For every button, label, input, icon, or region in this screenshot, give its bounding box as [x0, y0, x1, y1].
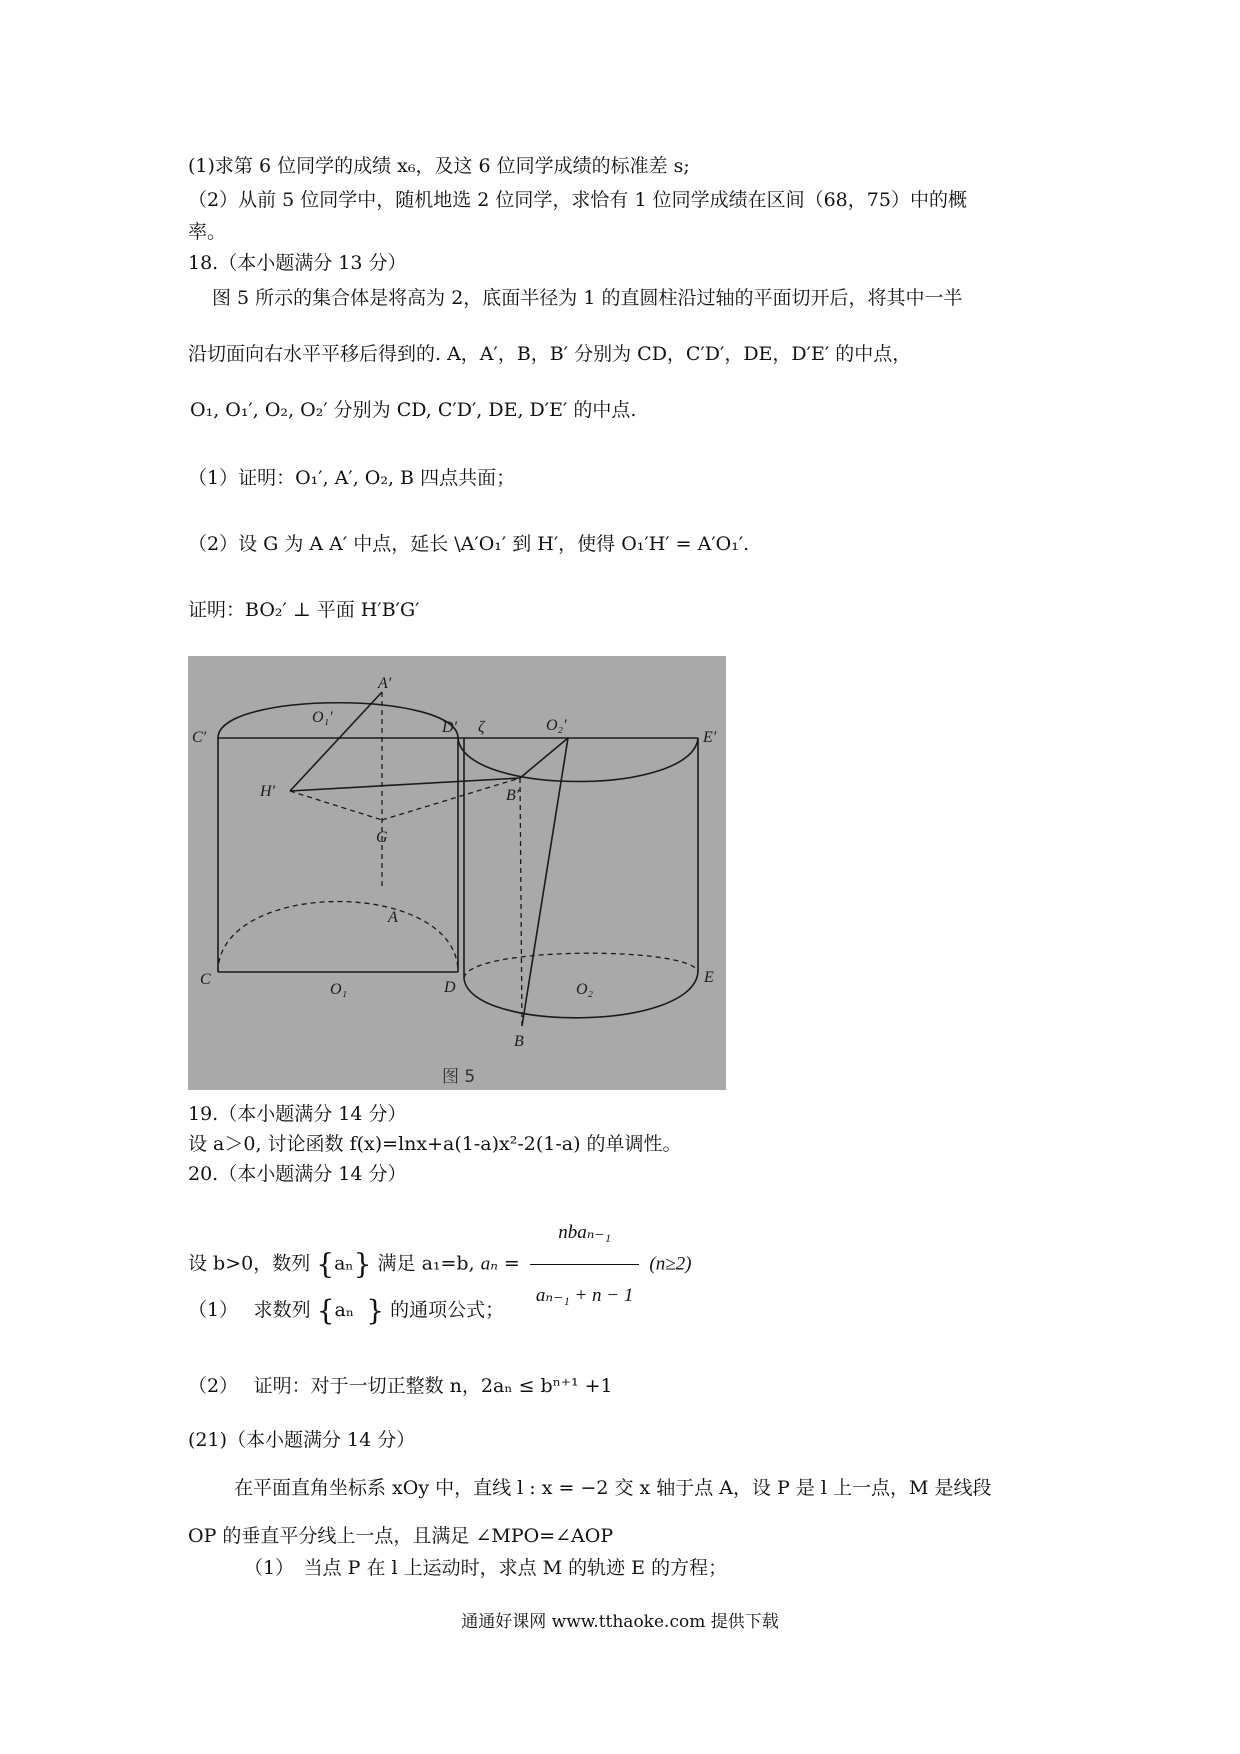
geometry-figure — [188, 656, 726, 1090]
label-e: E — [704, 969, 714, 986]
q20-cond: 满足 a₁=b, — [377, 1252, 475, 1275]
figure-5 — [188, 656, 726, 1090]
q20-an: aₙ — [480, 1253, 498, 1275]
q18-line3: O₁, O₁′, O₂, O₂′ 分别为 CD, C′D′, DE, D′E′ 的中点. — [190, 399, 637, 421]
dashed-b-b — [520, 778, 522, 1026]
q20-range: (n≥2) — [649, 1253, 692, 1275]
q19-text: 设 a＞0, 讨论函数 f(x)=lnx+a(1-a)x²-2(1-a) 的单调性。 — [188, 1133, 682, 1155]
line-b-o2 — [520, 738, 568, 778]
q21-header: (21)（本小题满分 14 分） — [188, 1429, 416, 1451]
q18-line2: 沿切面向右水平平移后得到的. A，A′，B，B′ 分别为 CD，C′D′，DE，D′E′ 的中点， — [188, 343, 912, 365]
line-o2-b — [522, 738, 568, 1026]
q20-brace: { — [316, 1247, 335, 1281]
q20-part1-seq: aₙ — [334, 1299, 355, 1321]
label-b: B — [514, 1033, 524, 1050]
q20-fraction — [530, 1204, 639, 1325]
right-top-arc — [458, 738, 698, 782]
q18-part1: （1）证明：O₁′, A′, O₂, B 四点共面； — [188, 467, 516, 489]
q20-part1-brace-close: } — [366, 1294, 385, 1327]
label-c: C — [200, 971, 211, 988]
label-d: D — [444, 979, 456, 996]
q20-part2-num: （2） — [188, 1375, 229, 1397]
q18-intro: 图 5 所示的集合体是将高为 2，底面半径为 1 的直圆柱沿过轴的平面切开后，将其中一半 — [212, 287, 963, 309]
label-o1: O₁ — [330, 981, 348, 998]
label-o2-top: O₂′ — [546, 717, 567, 734]
q20-seq: aₙ — [334, 1252, 354, 1275]
q20-lead: 设 b>0，数列 — [188, 1252, 311, 1275]
q20-part2-text: 证明：对于一切正整数 n，2aₙ ≤ bⁿ⁺¹ +1 — [253, 1375, 613, 1397]
q20-part1-a: 求数列 — [253, 1299, 311, 1321]
q20-brace-close: } — [353, 1247, 372, 1281]
left-bottom-arc — [218, 902, 458, 973]
label-g: G — [376, 829, 388, 846]
q20-part1-b: 的通项公式； — [390, 1299, 505, 1321]
q21-part1: （1） 当点 P 在 l 上运动时，求点 M 的轨迹 E 的方程； — [244, 1557, 728, 1579]
q18-part2: （2）设 G 为 A A′ 中点，延长 \A′O₁′ 到 H′，使得 O₁′H′ = A′O₁′. — [188, 533, 750, 555]
q20-numerator: nbaₙ₋₁ — [530, 1204, 639, 1265]
label-e-top: E′ — [703, 729, 717, 746]
left-top-arc — [218, 703, 458, 738]
q20-part2 — [188, 1374, 613, 1398]
q17-part1: (1)求第 6 位同学的成绩 x₆，及这 6 位同学成绩的标准差 s; — [188, 155, 690, 177]
label-mark: ζ — [478, 719, 485, 736]
q17-part2-line1: （2）从前 5 位同学中，随机地选 2 位同学，求恰有 1 位同学成绩在区间（68，75）中的概 — [188, 189, 967, 211]
q18-header: 18.（本小题满分 13 分） — [188, 252, 407, 274]
q21-line1: 在平面直角坐标系 xOy 中，直线 l : x = −2 交 x 轴于点 A，设 P 是 l 上一点，M 是线段 — [234, 1477, 992, 1499]
q19-header: 19.（本小题满分 14 分） — [188, 1103, 407, 1125]
q18-part2b: 证明：BO₂′ ⊥ 平面 H′B′G′ — [188, 599, 420, 621]
label-o2: O₂ — [576, 981, 594, 998]
label-b-top: B′ — [506, 787, 520, 804]
page-footer: 通通好课网 www.tthaoke.com 提供下载 — [461, 1612, 779, 1632]
q17-part2-line2: 率。 — [188, 221, 227, 243]
label-c-top: C′ — [192, 729, 207, 746]
dashed-h-g — [290, 791, 382, 820]
label-a: A — [388, 909, 398, 926]
q20-part1 — [188, 1294, 505, 1327]
q20-statement: 设 b>0，数列 {aₙ} 满足 a₁=b, aₙ = $\frac{\text{nbaₙ₋₁}}{\text{aₙ₋₁ + n − 1}}$ (n≥2) — [188, 1204, 692, 1325]
q20-part1-brace: { — [316, 1294, 335, 1327]
label-a-top: A′ — [378, 675, 392, 692]
q21-line2: OP 的垂直平分线上一点，且满足 ∠MPO=∠AOP — [188, 1525, 614, 1547]
q20-header: 20.（本小题满分 14 分） — [188, 1163, 407, 1185]
label-h-top: H′ — [260, 783, 276, 800]
q20-denominator: aₙ₋₁ + n − 1 — [535, 1285, 634, 1306]
figure-caption: 图 5 — [442, 1067, 476, 1087]
line-a-h — [290, 692, 382, 791]
label-d-top: D′ — [442, 719, 458, 736]
label-o1-top: O₁′ — [312, 709, 333, 726]
right-bottom-back-arc — [464, 953, 698, 978]
q20-part1-num: （1） — [188, 1299, 229, 1321]
